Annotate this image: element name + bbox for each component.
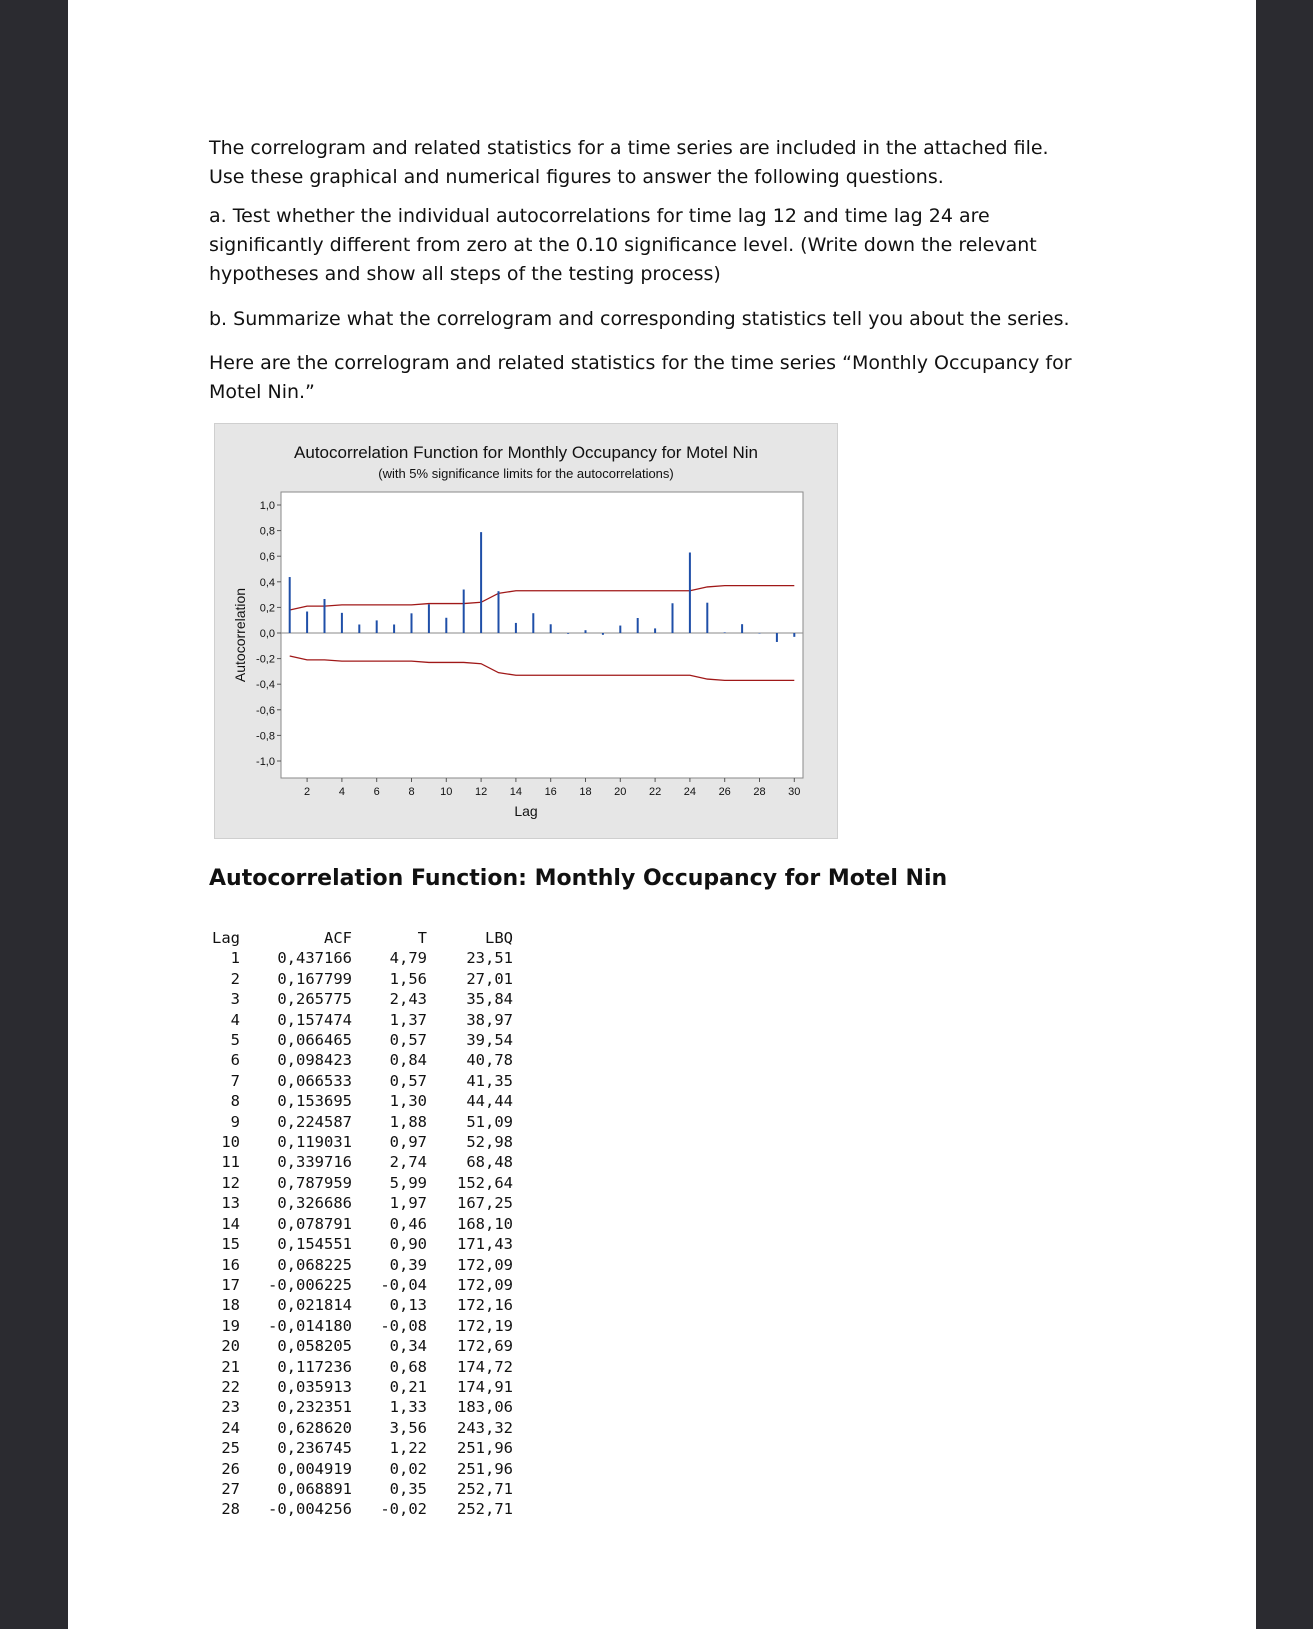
cell-lag: 11: [221, 1153, 240, 1172]
x-tick-label: 30: [788, 786, 801, 798]
cell-lag: 12: [221, 1173, 240, 1192]
cell-lag: 3: [230, 990, 240, 1009]
cell-t: 1,56: [389, 969, 427, 988]
cell-lbq: 172,09: [457, 1255, 513, 1274]
header-lag: Lag: [212, 929, 240, 947]
cell-lbq: 23,51: [466, 949, 513, 968]
table-row: [206, 1050, 513, 1070]
table-row: [206, 1499, 513, 1519]
cell-lbq: 40,78: [466, 1051, 513, 1070]
table-row: [206, 1295, 513, 1315]
cell-lbq: 251,96: [457, 1459, 513, 1478]
cell-acf: 0,787959: [277, 1173, 352, 1192]
cell-t: 0,35: [389, 1479, 427, 1498]
cell-acf: 0,066465: [277, 1031, 352, 1050]
table-row: [206, 989, 513, 1009]
intro-paragraph: [209, 134, 1089, 192]
cell-t: 1,33: [389, 1398, 427, 1417]
table-header-row: [206, 928, 513, 948]
chart-title: Autocorrelation Function for Monthly Occupancy for Motel Nin: [294, 443, 758, 462]
x-axis-label: Lag: [514, 803, 538, 819]
table-row: [206, 1132, 513, 1152]
cell-lbq: 243,32: [457, 1418, 513, 1437]
cell-lag: 25: [221, 1439, 240, 1458]
x-tick-label: 14: [509, 786, 523, 798]
cell-t: -0,04: [380, 1275, 427, 1294]
cell-lbq: 251,96: [457, 1439, 513, 1458]
x-tick-label: 4: [338, 786, 345, 798]
cell-acf: 0,326686: [277, 1194, 352, 1213]
table-row: [206, 948, 513, 968]
header-acf: ACF: [324, 929, 352, 947]
chart-subtitle: (with 5% significance limits for the autocorrelations): [378, 466, 674, 481]
cell-t: -0,08: [380, 1316, 427, 1335]
cell-lag: 19: [221, 1316, 240, 1335]
question-b-text: b. Summarize what the correlogram and corresponding statistics tell you about the series.: [209, 308, 1070, 330]
plot-area: [281, 492, 803, 778]
table-row: [206, 1010, 513, 1030]
cell-acf: 0,119031: [277, 1133, 352, 1152]
table-row: [206, 1152, 513, 1172]
table-row: [206, 1459, 513, 1479]
cell-acf: 0,224587: [277, 1112, 352, 1131]
cell-t: 4,79: [389, 949, 427, 968]
cell-lbq: 51,09: [466, 1112, 513, 1131]
x-tick-label: 8: [408, 786, 415, 798]
cell-acf: 0,004919: [277, 1459, 352, 1478]
cell-lag: 20: [221, 1337, 240, 1356]
cell-t: 1,22: [389, 1439, 427, 1458]
table-row: [206, 1357, 513, 1377]
x-tick-label: 2: [304, 786, 311, 798]
table-row: [206, 1234, 513, 1254]
cell-t: 0,57: [389, 1031, 427, 1050]
cell-t: 2,74: [389, 1153, 427, 1172]
table-row: [206, 1377, 513, 1397]
x-tick-label: 10: [440, 786, 453, 798]
cell-lbq: 39,54: [466, 1031, 513, 1050]
y-tick-label: -1,0: [256, 756, 275, 768]
header-t: T: [417, 929, 427, 947]
y-tick-label: 0,8: [259, 525, 275, 538]
cell-lag: 2: [230, 969, 240, 988]
question-a-text: a. Test whether the individual autocorrelations for time lag 12 and time lag 24 are significantly different from zero at the 0.10 significance level. (Write down the relevant hypotheses and show all steps of the testing process): [209, 205, 1037, 285]
cell-t: 0,97: [389, 1133, 427, 1152]
cell-lag: 8: [230, 1092, 240, 1111]
cell-acf: 0,021814: [277, 1296, 352, 1315]
cell-acf: 0,265775: [277, 990, 352, 1009]
table-row: [206, 1418, 513, 1438]
x-tick-label: 12: [474, 786, 488, 798]
table-row: [206, 1316, 513, 1336]
cell-lag: 16: [221, 1255, 240, 1274]
table-row: [206, 1091, 513, 1111]
table-row: [206, 1255, 513, 1275]
cell-acf: 0,068891: [277, 1479, 352, 1498]
y-tick-label: 1,0: [259, 500, 275, 512]
x-tick-label: 24: [683, 786, 697, 798]
x-tick-label: 26: [718, 786, 731, 798]
cell-lag: 26: [221, 1459, 240, 1478]
cell-t: 0,57: [389, 1071, 427, 1090]
cell-lbq: 35,84: [466, 990, 513, 1009]
cell-acf: 0,098423: [277, 1051, 352, 1070]
cell-lbq: 174,91: [457, 1377, 513, 1396]
table-row: [206, 1275, 513, 1295]
cell-lag: 18: [221, 1296, 240, 1315]
cell-t: 3,56: [389, 1418, 427, 1437]
cell-lag: 5: [230, 1031, 240, 1050]
cell-t: 0,34: [389, 1337, 427, 1356]
cell-acf: 0,437166: [277, 949, 352, 968]
y-axis-label: Autocorrelation: [232, 587, 248, 683]
cell-lbq: 172,09: [457, 1275, 513, 1294]
cell-lag: 4: [230, 1010, 240, 1029]
y-tick-label: 0,2: [259, 602, 275, 615]
table-row: [206, 1112, 513, 1132]
cell-acf: 0,068225: [277, 1255, 352, 1274]
cell-acf: 0,066533: [277, 1071, 352, 1090]
cell-lag: 21: [221, 1357, 240, 1376]
cell-lag: 13: [221, 1194, 240, 1213]
cell-lag: 17: [221, 1275, 240, 1294]
table-row: [206, 969, 513, 989]
cell-t: 0,39: [389, 1255, 427, 1274]
cell-lbq: 52,98: [466, 1133, 513, 1152]
y-tick-label: -0,8: [256, 730, 275, 743]
cell-lag: 22: [221, 1377, 240, 1396]
cell-acf: 0,157474: [277, 1010, 352, 1029]
cell-lbq: 172,69: [457, 1337, 513, 1356]
lead-in-text: Here are the correlogram and related statistics for the time series “Monthly Occupancy for Motel Nin.”: [209, 352, 1072, 403]
y-tick-label: -0,2: [256, 653, 275, 666]
table-row: [206, 1397, 513, 1417]
cell-lbq: 41,35: [466, 1071, 513, 1090]
cell-acf: 0,154551: [277, 1235, 352, 1254]
cell-lbq: 252,71: [457, 1479, 513, 1498]
x-tick-label: 18: [579, 786, 592, 798]
table-row: [206, 1336, 513, 1356]
x-tick-label: 22: [648, 786, 662, 798]
cell-t: 2,43: [389, 990, 427, 1009]
cell-lag: 28: [221, 1500, 240, 1519]
cell-t: 1,30: [389, 1092, 427, 1111]
lead-in-paragraph: [209, 349, 1089, 407]
cell-lag: 27: [221, 1479, 240, 1498]
header-lbq: LBQ: [485, 929, 513, 947]
cell-lbq: 38,97: [466, 1010, 513, 1029]
cell-acf: -0,006225: [268, 1275, 352, 1294]
x-tick-label: 16: [544, 786, 557, 798]
cell-t: 5,99: [389, 1173, 427, 1192]
acf-chart: [214, 423, 838, 839]
cell-t: 0,68: [389, 1357, 427, 1376]
x-tick-label: 20: [614, 786, 627, 798]
cell-t: 0,21: [389, 1377, 427, 1396]
cell-t: 1,88: [389, 1112, 427, 1131]
cell-lag: 24: [221, 1418, 240, 1437]
cell-lbq: 68,48: [466, 1153, 513, 1172]
cell-t: 0,13: [389, 1296, 427, 1315]
cell-acf: 0,628620: [277, 1418, 352, 1437]
table-row: [206, 1438, 513, 1458]
cell-lbq: 167,25: [457, 1194, 513, 1213]
y-tick-label: 0,4: [259, 576, 275, 589]
cell-lbq: 168,10: [457, 1214, 513, 1233]
cell-lbq: 152,64: [457, 1173, 513, 1192]
table-row: [206, 1479, 513, 1499]
cell-acf: 0,167799: [277, 969, 352, 988]
cell-t: 0,02: [389, 1459, 427, 1478]
cell-acf: 0,058205: [277, 1337, 352, 1356]
cell-t: -0,02: [380, 1500, 427, 1519]
cell-lag: 23: [221, 1398, 240, 1417]
cell-lag: 15: [221, 1235, 240, 1254]
document-page: [68, 0, 1256, 1629]
cell-lag: 7: [230, 1071, 240, 1090]
cell-lbq: 172,19: [457, 1316, 513, 1335]
acf-table: [206, 928, 513, 1520]
cell-acf: 0,236745: [277, 1439, 352, 1458]
cell-acf: -0,004256: [268, 1500, 352, 1519]
cell-lbq: 44,44: [466, 1092, 513, 1111]
cell-t: 1,97: [389, 1194, 427, 1213]
question-b: [209, 305, 1089, 334]
acf-heading: Autocorrelation Function: Monthly Occupancy for Motel Nin: [209, 866, 948, 891]
y-tick-label: -0,4: [256, 679, 275, 692]
cell-acf: 0,153695: [277, 1092, 352, 1111]
table-row: [206, 1173, 513, 1193]
cell-t: 0,84: [389, 1051, 427, 1070]
cell-lbq: 172,16: [457, 1296, 513, 1315]
cell-t: 0,46: [389, 1214, 427, 1233]
cell-lag: 9: [230, 1112, 240, 1131]
cell-acf: 0,035913: [277, 1377, 352, 1396]
cell-lbq: 183,06: [457, 1398, 513, 1417]
y-tick-label: 0,0: [259, 628, 275, 640]
table-row: [206, 1071, 513, 1091]
table-row: [206, 1193, 513, 1213]
cell-lbq: 252,71: [457, 1500, 513, 1519]
cell-lag: 6: [230, 1051, 240, 1070]
x-tick-label: 28: [753, 786, 766, 798]
intro-text: The correlogram and related statistics for a time series are included in the attached file. Use these graphical and numerical figures to answer the following questions.: [209, 137, 1049, 188]
cell-acf: 0,078791: [277, 1214, 352, 1233]
cell-t: 1,37: [389, 1010, 427, 1029]
cell-acf: -0,014180: [268, 1316, 352, 1335]
cell-lbq: 27,01: [466, 969, 513, 988]
x-tick-label: 6: [373, 786, 380, 798]
question-a: [209, 202, 1089, 289]
acf-chart-svg: [215, 424, 837, 838]
cell-acf: 0,232351: [277, 1398, 352, 1417]
y-tick-label: -0,6: [256, 704, 275, 717]
cell-t: 0,90: [389, 1235, 427, 1254]
cell-lag: 1: [230, 949, 240, 968]
cell-lbq: 171,43: [457, 1235, 513, 1254]
cell-lag: 10: [221, 1133, 240, 1152]
cell-acf: 0,117236: [277, 1357, 352, 1376]
table-row: [206, 1214, 513, 1234]
cell-acf: 0,339716: [277, 1153, 352, 1172]
cell-lag: 14: [221, 1214, 240, 1233]
cell-lbq: 174,72: [457, 1357, 513, 1376]
table-row: [206, 1030, 513, 1050]
y-tick-label: 0,6: [259, 551, 275, 564]
